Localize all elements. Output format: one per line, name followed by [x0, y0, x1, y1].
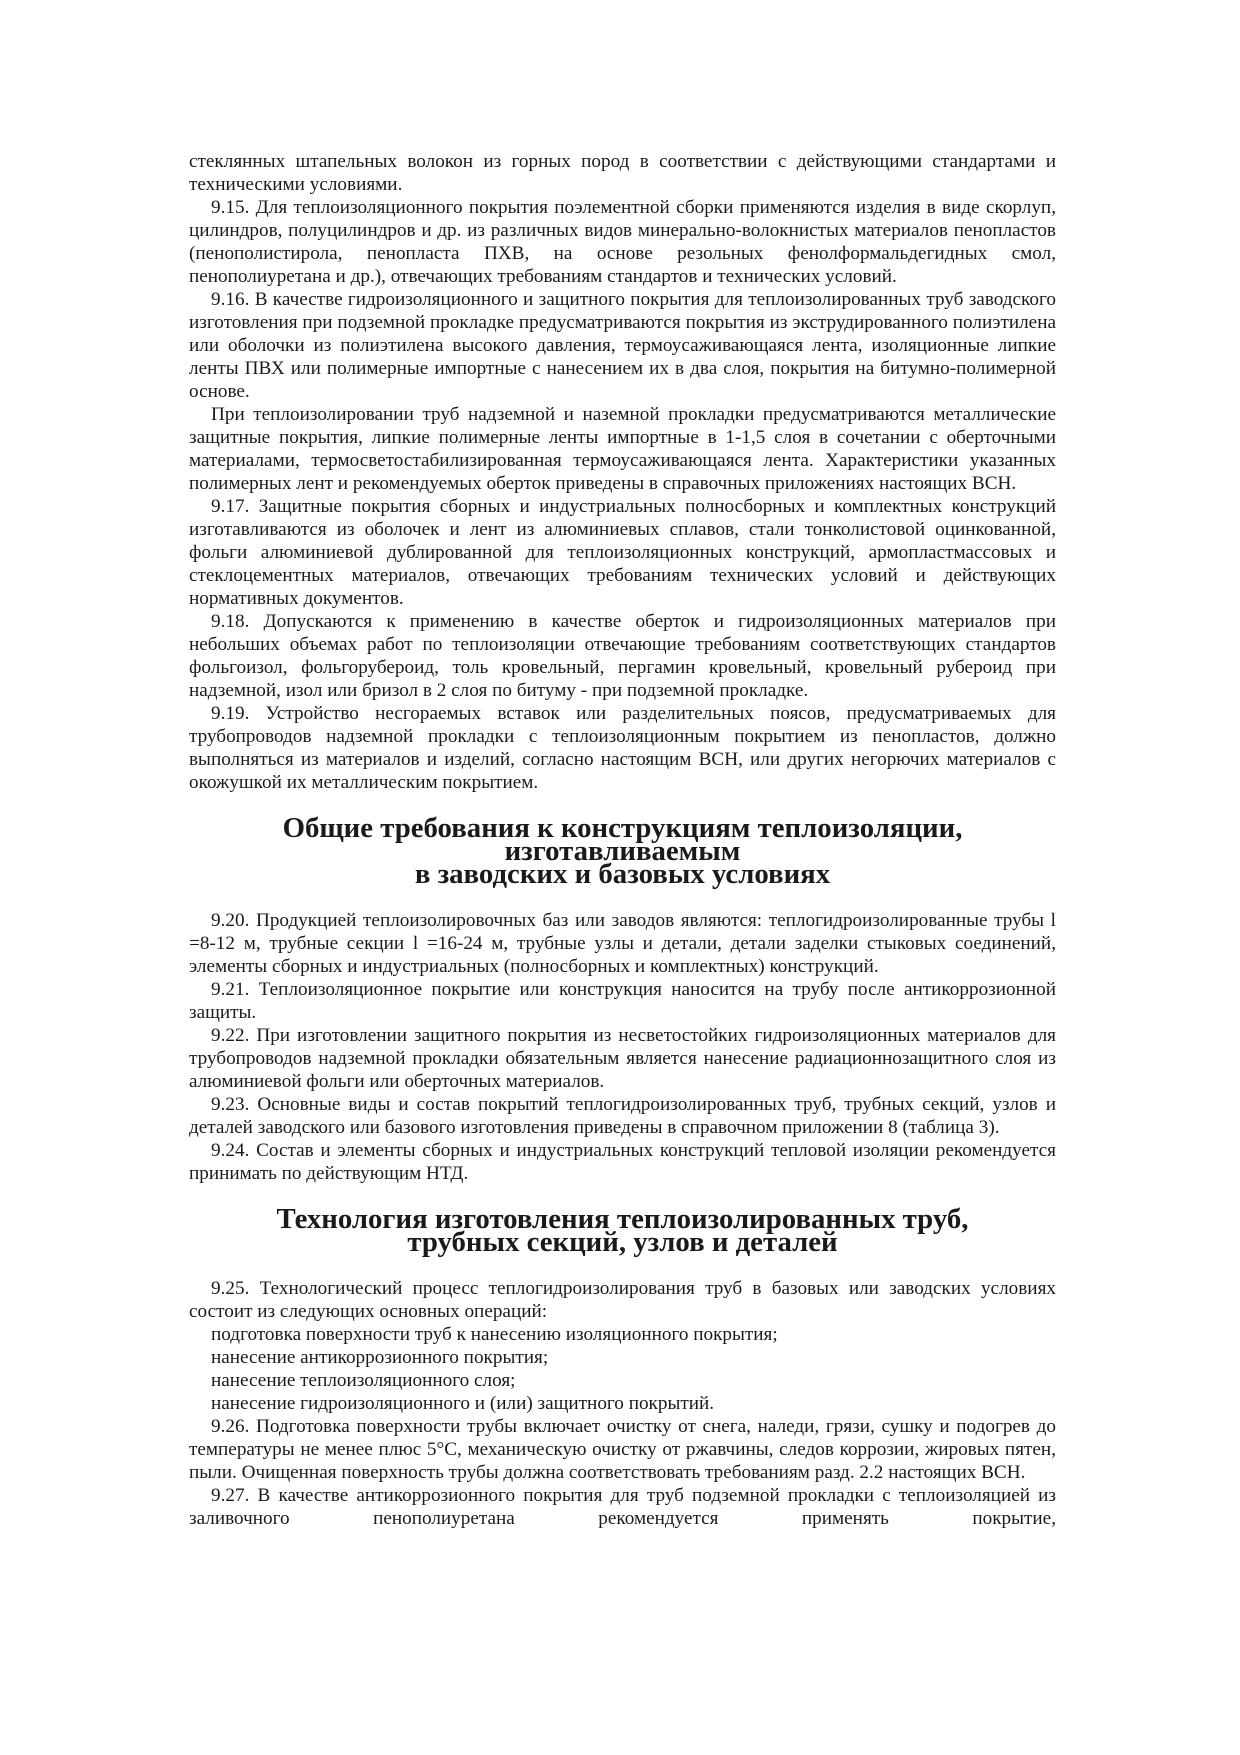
paragraph-9-15: 9.15. Для теплоизоляционного покрытия поэлементной сборки применяются изделия в виде скорлуп, цилиндров, полуцилиндров и др. из различных видов минерально-волокнистых материалов пенопластов (пенополистирола, пенопласта ПХВ, на основе резольных фенолформальдегидных смол, пенополиуретана и др.), отвечающих требованиям стандартов и технических условий. — [189, 197, 1056, 287]
paragraph-continuation: стеклянных штапельных волокон из горных пород в соответствии с действующими стандартами и техническими условиями. — [189, 151, 1056, 195]
paragraph-9-25: 9.25. Технологический процесс теплогидроизолирования труб в базовых или заводских условиях состоит из следующих основных операций: — [189, 1278, 1056, 1322]
paragraph-9-20: 9.20. Продукцией теплоизолировочных баз или заводов являются: теплогидроизолированные трубы l =8-12 м, трубные секции l =16-24 м, трубные узлы и детали, детали заделки стыковых соединений, элементы сборных и индустриальных (полносборных и комплектных) конструкций. — [189, 910, 1056, 977]
paragraph-9-24: 9.24. Состав и элементы сборных и индустриальных конструкций тепловой изоляции рекомендуется принимать по действующим НТД. — [189, 1140, 1056, 1184]
paragraph-9-23: 9.23. Основные виды и состав покрытий теплогидроизолированных труб, трубных секций, узлов и деталей заводского или базового изготовления приведены в справочном приложении 8 (таблица 3). — [189, 1094, 1056, 1138]
heading-line: Общие требования к конструкциям теплоизоляции, изготавливаемым — [282, 812, 963, 867]
list-item: подготовка поверхности труб к нанесению изоляционного покрытия; — [211, 1324, 778, 1345]
paragraph-9-21: 9.21. Теплоизоляционное покрытие или конструкция наносится на трубу после антикоррозионной защиты. — [189, 979, 1056, 1023]
list-item: нанесение гидроизоляционного и (или) защитного покрытий. — [211, 1393, 715, 1414]
heading-line: в заводских и базовых условиях — [414, 858, 831, 890]
paragraph-9-17: 9.17. Защитные покрытия сборных и индустриальных полносборных и комплектных конструкций изготавливаются из оболочек и лент из алюминиевых сплавов, стали тонколистовой оцинкованной, фольги алюминиевой дублированной для теплоизоляционных конструкций, армопластмассовых и стеклоцементных материалов, отвечающих требованиям технических условий и действующих нормативных документов. — [189, 496, 1056, 609]
paragraph-9-27: 9.27. В качестве антикоррозионного покрытия для труб подземной прокладки с теплоизоляцией из заливочного пенополиуретана рекомендуется применять покрытие, — [189, 1485, 1056, 1529]
paragraph-9-26: 9.26. Подготовка поверхности трубы включает очистку от снега, наледи, грязи, сушку и подогрев до температуры не менее плюс 5°С, механическую очистку от ржавчины, следов коррозии, жировых пятен, пыли. Очищенная поверхность трубы должна соответствовать требованиям разд. 2.2 настоящих ВСН. — [189, 1416, 1056, 1483]
paragraph-9-19: 9.19. Устройство несгораемых вставок или разделительных поясов, предусматриваемых для трубопроводов надземной прокладки с теплоизоляционным покрытием из пенопластов, должно выполняться из материалов и изделий, согласно настоящим ВСН, или других негорючих материалов с окожушкой их металлическим покрытием. — [189, 703, 1056, 793]
paragraph-above-ground: При теплоизолировании труб надземной и наземной прокладки предусматриваются металлические защитные покрытия, липкие полимерные ленты импортные в 1-1,5 слоя в сочетании с оберточными материалами, термосветостабилизированная термоусаживающаяся лента. Характеристики указанных полимерных лент и рекомендуемых оберток приведены в справочных приложениях настоящих ВСН. — [189, 404, 1056, 494]
paragraph-9-16: 9.16. В качестве гидроизоляционного и защитного покрытия для теплоизолированных труб заводского изготовления при подземной прокладке предусматриваются покрытия из экструдированного полиэтилена или оболочки из полиэтилена высокого давления, термоусаживающаяся лента, изоляционные липкие ленты ПВХ или полимерные импортные с нанесением их в два слоя, покрытия на битумно-полимерной основе. — [189, 289, 1056, 402]
heading-line: трубных секций, узлов и деталей — [407, 1226, 838, 1258]
document-page — [189, 150, 1056, 1530]
paragraph-9-18: 9.18. Допускаются к применению в качестве оберток и гидроизоляционных материалов при небольших объемах работ по теплоизоляции отвечающие требованиям соответствующих стандартов фольгоизол, фольгорубероид, толь кровельный, пергамин кровельный, кровельный рубероид при надземной, изол или бризол в 2 слоя по битуму - при подземной прокладке. — [189, 611, 1056, 701]
list-item: нанесение антикоррозионного покрытия; — [211, 1347, 549, 1368]
heading-line: Технология изготовления теплоизолированных труб, — [276, 1203, 969, 1235]
paragraph-9-22: 9.22. При изготовлении защитного покрытия из несветостойких гидроизоляционных материалов для трубопроводов надземной прокладки обязательным является нанесение радиационнозащитного слоя из алюминиевой фольги или оберточных материалов. — [189, 1025, 1056, 1092]
section-heading-technology — [189, 1203, 1056, 1258]
section-heading-general-requirements — [189, 812, 1056, 890]
list-item: нанесение теплоизоляционного слоя; — [211, 1370, 516, 1391]
